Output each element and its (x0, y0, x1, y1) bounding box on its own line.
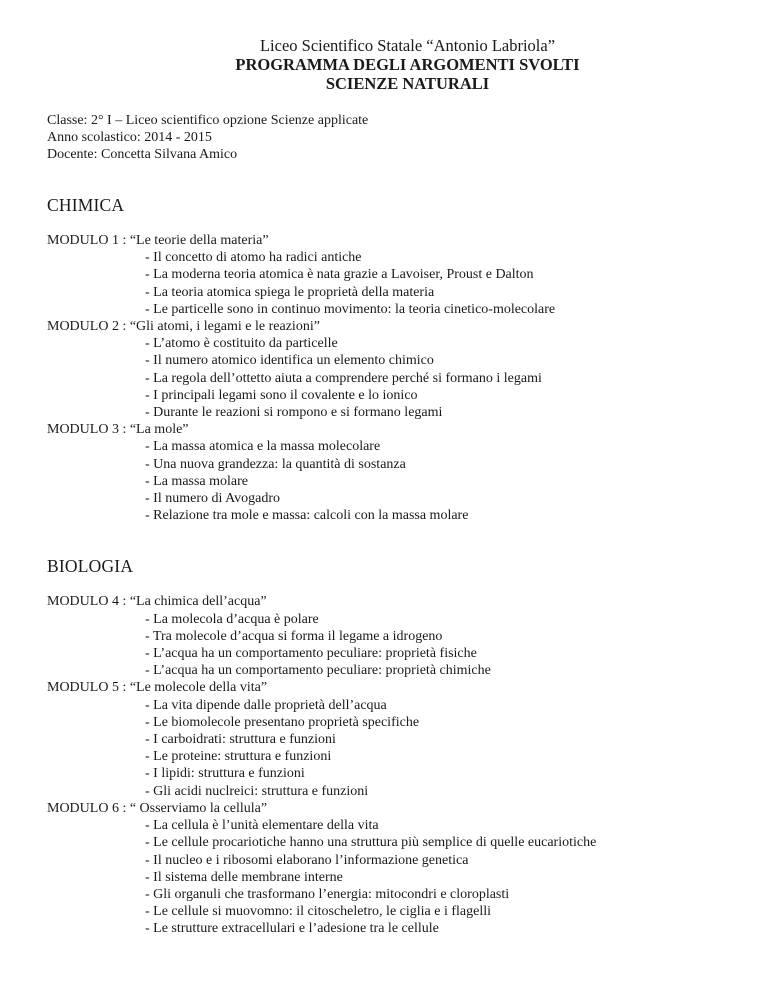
module-topic: - Tra molecole d’acqua si forma il legame a idrogeno (145, 628, 443, 644)
module-topic: - La cellula è l’unità elementare della vita (145, 818, 379, 834)
module-topic: - I lipidi: struttura e funzioni (145, 766, 305, 782)
module-title: MODULO 4 : “La chimica dell’acqua” (47, 594, 267, 610)
module-topic: - Le particelle sono in continuo movimento: la teoria cinetico-molecolare (145, 301, 556, 317)
module-topic: - Il sistema delle membrane interne (145, 869, 343, 885)
module-topic: - Le cellule procariotiche hanno una struttura più semplice di quelle eucariotiche (145, 835, 597, 851)
school-name: Liceo Scientifico Statale “Antonio Labriola” (259, 36, 556, 55)
module-topic: - L’acqua ha un comportamento peculiare: proprietà chimiche (145, 663, 491, 679)
module-title: MODULO 1 : “Le teorie della materia” (47, 233, 269, 248)
module-block (47, 318, 728, 421)
module-topic: - Il numero atomico identifica un elemento chimico (145, 353, 434, 369)
section-heading-chimica: CHIMICA (47, 195, 125, 215)
module-title: MODULO 6 : “ Osserviamo la cellula” (47, 800, 268, 816)
module-topic: - Durante le reazioni si rompono e si formano legami (145, 405, 443, 421)
module-topic: - L’atomo è costituito da particelle (145, 336, 338, 352)
module-title: MODULO 2 : “Gli atomi, i legami e le reazioni” (47, 319, 320, 335)
section-heading-biologia: BIOLOGIA (47, 556, 134, 577)
module-title: MODULO 3 : “La mole” (47, 422, 189, 438)
module-block (47, 593, 728, 679)
module-topic: - La massa atomica e la massa molecolare (145, 439, 381, 455)
module-topic: - Gli organuli che trasformano l’energia: mitocondri e cloroplasti (145, 886, 510, 902)
module-topic: - Le biomolecole presentano proprietà specifiche (145, 714, 420, 730)
module-topic: - La teoria atomica spiega le proprietà della materia (145, 284, 435, 300)
module-topic: - La massa molare (145, 473, 249, 489)
module-topic: - Le cellule si muovomno: il citoscheletro, le ciglia e i flagelli (145, 904, 492, 920)
class-info (47, 112, 728, 163)
document-header (87, 36, 728, 93)
class-line: Classe: 2° I – Liceo scientifico opzione Scienze applicate (47, 113, 369, 128)
module-title: MODULO 5 : “Le molecole della vita” (47, 680, 268, 696)
module-topic: - Il concetto di atomo ha radici antiche (145, 250, 362, 266)
module-topic: - Gli acidi nuclreici: struttura e funzioni (145, 783, 369, 799)
module-topic: - La moderna teoria atomica è nata grazie a Lavoiser, Proust e Dalton (145, 267, 534, 283)
module-topic: - I carboidrati: struttura e funzioni (145, 732, 336, 748)
subject-title: SCIENZE NATURALI (325, 74, 490, 93)
program-sections (47, 195, 728, 938)
module-topic: - Le strutture extracellulari e l’adesione tra le cellule (145, 921, 439, 937)
module-topic: - La vita dipende dalle proprietà dell’acqua (145, 697, 387, 713)
module-topic: - Il nucleo e i ribosomi elaborano l’informazione genetica (145, 852, 469, 868)
module-block (47, 232, 728, 318)
module-topic: - La regola dell’ottetto aiuta a comprendere perché si formano i legami (145, 370, 542, 386)
module-topic: - Le proteine: struttura e funzioni (145, 749, 332, 765)
module-topic: - Una nuova grandezza: la quantità di sostanza (145, 456, 406, 472)
module-topic: - Il numero di Avogadro (145, 491, 281, 507)
module-topic: - Relazione tra mole e massa: calcoli con la massa molare (145, 508, 469, 524)
teacher-line: Docente: Concetta Silvana Amico (47, 147, 238, 162)
module-block (47, 679, 728, 799)
module-block (47, 800, 728, 938)
module-topic: - L’acqua ha un comportamento peculiare: proprietà fisiche (145, 646, 477, 662)
module-topic: - La molecola d’acqua è polare (145, 611, 319, 627)
document-title: PROGRAMMA DEGLI ARGOMENTI SVOLTI (235, 55, 580, 74)
school-year-line: Anno scolastico: 2014 - 2015 (47, 130, 212, 145)
module-block (47, 421, 728, 524)
module-topic: - I principali legami sono il covalente e lo ionico (145, 387, 418, 403)
